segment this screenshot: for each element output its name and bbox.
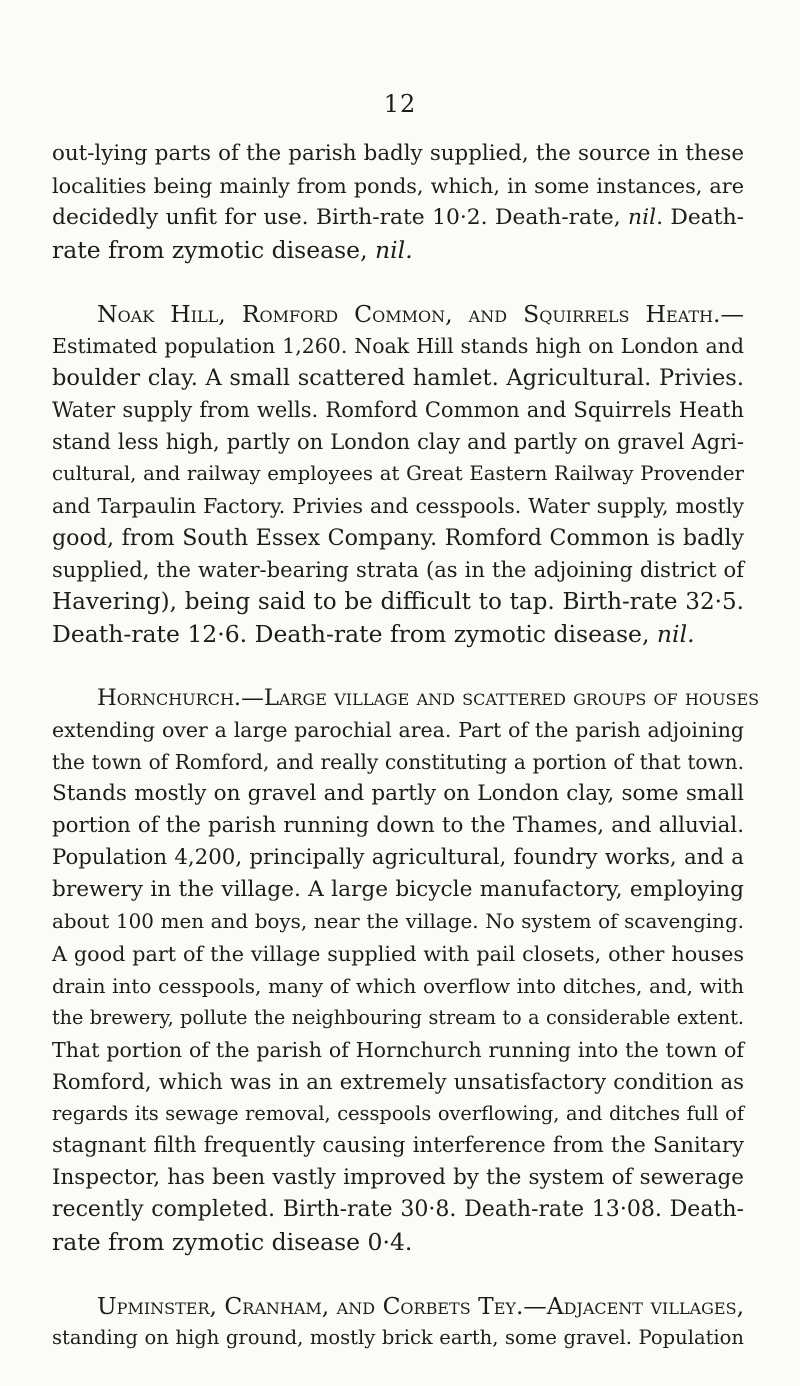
paragraph-hornchurch (52, 682, 760, 1258)
section-heading-line: Noak Hill, Romford Common, and Squirrels Heath.— (97, 300, 744, 328)
text-line: portion of the parish running down to the Thames, and alluvial. (52, 813, 744, 838)
text-line: drain into cesspools, many of which overflow into ditches, and, with (52, 974, 744, 998)
page-number: 12 (383, 90, 417, 118)
text-line: A good part of the village supplied with pail closets, other houses (52, 942, 744, 966)
paragraph-1 (52, 138, 744, 266)
text-line: brewery in the village. A large bicycle manufactory, employing (52, 877, 744, 902)
text-line: decidedly unfit for use. Birth-rate 10·2. Death-rate, nil. Death- (52, 205, 744, 230)
text-line: standing on high ground, mostly brick earth, some gravel. Population (52, 1326, 744, 1349)
text-line: Stands mostly on gravel and partly on London clay, some small (52, 781, 744, 806)
text-line: rate from zymotic disease 0·4. (52, 1228, 413, 1256)
text-line: rate from zymotic disease, nil. (52, 236, 413, 264)
text-line: Estimated population 1,260. Noak Hill stands high on London and (52, 334, 744, 358)
text-line: extending over a large parochial area. Part of the parish adjoining (52, 718, 744, 742)
section-heading-line: Upminster, Cranham, and Corbets Tey.—Adjacent villages, (97, 1292, 744, 1320)
text-line: recently completed. Birth-rate 30·8. Death-rate 13·08. Death- (52, 1197, 744, 1222)
section-heading-line: Hornchurch.—Large village and scattered groups of houses (97, 685, 760, 711)
text-line: out-lying parts of the parish badly supplied, the source in these (52, 141, 744, 166)
text-line: supplied, the water-bearing strata (as in the adjoining district of (52, 557, 744, 582)
text-line: Water supply from wells. Romford Common and Squirrels Heath (52, 397, 744, 422)
text-line: localities being mainly from ponds, which, in some instances, are (52, 174, 744, 198)
text-line: the brewery, pollute the neighbouring stream to a considerable extent. (52, 1006, 744, 1029)
text-line: good, from South Essex Company. Romford Common is badly (52, 525, 744, 551)
text-line: Havering), being said to be difficult to tap. Birth-rate 32·5. (52, 589, 744, 615)
paragraph-noak-hill (52, 298, 744, 650)
text-line: and Tarpaulin Factory. Privies and cesspools. Water supply, mostly (52, 494, 744, 518)
text-line: Death-rate 12·6. Death-rate from zymotic disease, nil. (52, 620, 695, 648)
text-line: Inspector, has been vastly improved by the system of sewerage (52, 1165, 744, 1190)
text-line: stand less high, partly on London clay and partly on gravel Agri- (52, 429, 744, 454)
text-line: regards its sewage removal, cesspools overflowing, and ditches full of (52, 1102, 744, 1125)
text-line: That portion of the parish of Hornchurch running into the town of (52, 1038, 744, 1062)
text-line: stagnant filth frequently causing interference from the Sanitary (52, 1133, 744, 1158)
text-line: Romford, which was in an extremely unsatisfactory condition as (52, 1069, 744, 1094)
text-line: cultural, and railway employees at Great Eastern Railway Provender (52, 462, 744, 485)
text-line: boulder clay. A small scattered hamlet. Agricultural. Privies. (52, 365, 744, 391)
paragraph-upminster (52, 1290, 744, 1354)
text-line: the town of Romford, and really constituting a portion of that town. (52, 750, 744, 774)
text-line: Population 4,200, principally agricultural, foundry works, and a (52, 845, 744, 870)
text-line: about 100 men and boys, near the village. No system of scavenging. (52, 910, 744, 933)
body-text (52, 138, 760, 1386)
